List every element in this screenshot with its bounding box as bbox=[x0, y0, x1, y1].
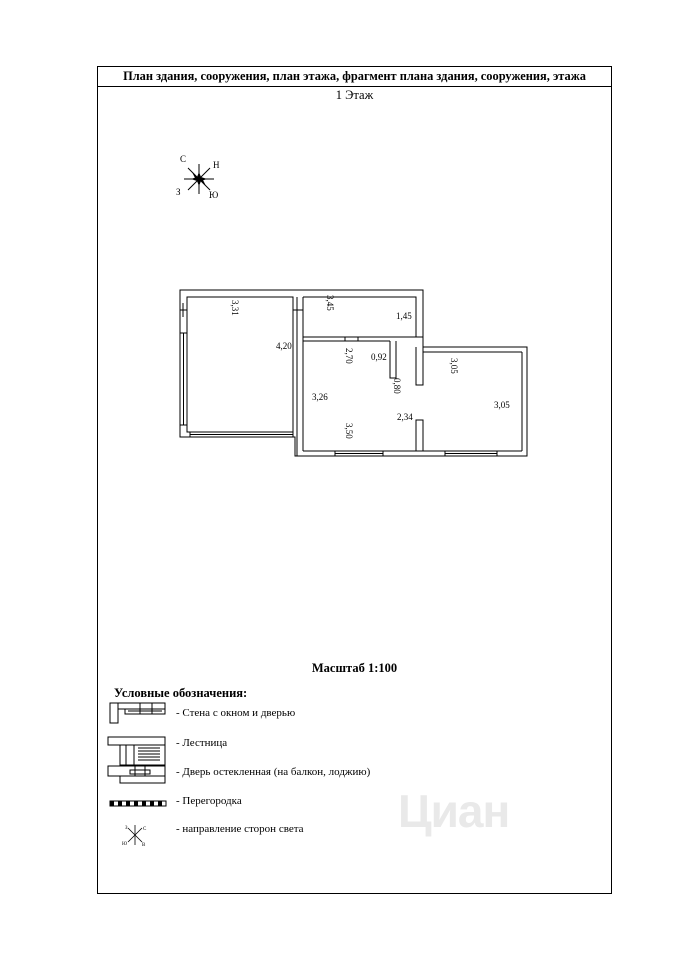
sheet-title: План здания, сооружения, план этажа, фрагмент плана здания, сооружения, этажа bbox=[98, 67, 611, 87]
dim-1-45: 1,45 bbox=[396, 311, 412, 321]
legend-partition-icon bbox=[110, 801, 166, 806]
legend-compass-label-z: З bbox=[125, 826, 128, 831]
windows bbox=[180, 333, 497, 456]
dim-3-31: 3,31 bbox=[230, 300, 240, 316]
legend-compass-icon bbox=[128, 825, 142, 845]
dim-2-34: 2,34 bbox=[397, 412, 413, 422]
dim-3-05-vertical: 3,05 bbox=[449, 358, 459, 374]
floor-label: 1 Этаж bbox=[335, 88, 374, 102]
dim-3-50: 3,50 bbox=[344, 423, 354, 439]
legend-item-partition: - Перегородка bbox=[176, 795, 242, 807]
dim-0-80: 0,80 bbox=[392, 378, 402, 394]
scale-label: Масштаб 1:100 bbox=[311, 661, 398, 675]
dim-3-26: 3,26 bbox=[312, 392, 328, 402]
legend-compass-label-c: С bbox=[143, 827, 147, 832]
legend-compass-label-v: В bbox=[142, 843, 146, 848]
legend-wall-window-door-icon bbox=[110, 703, 165, 723]
dim-3-05: 3,05 bbox=[494, 400, 510, 410]
legend-item-stairs: - Лестница bbox=[176, 737, 228, 749]
legend-compass-label-yu: Ю bbox=[122, 842, 128, 847]
watermark: Циан bbox=[398, 785, 510, 837]
dim-3-45: 3,45 bbox=[325, 295, 335, 311]
dim-4-20: 4,20 bbox=[276, 341, 292, 351]
dim-0-92: 0,92 bbox=[371, 352, 387, 362]
legend-glazed-door-icon bbox=[108, 766, 165, 783]
legend-item-wall-window-door: - Стена с окном и дверью bbox=[176, 707, 296, 719]
compass-label-n: С bbox=[180, 154, 187, 164]
legend-stairs-icon bbox=[108, 737, 165, 765]
legend-title: Условные обозначения: bbox=[114, 686, 248, 700]
compass-label-e: Н bbox=[213, 160, 220, 170]
legend-item-cardinal-directions: - направление сторон света bbox=[176, 823, 304, 835]
legend-item-glazed-door: - Дверь остекленная (на балкон, лоджию) bbox=[176, 766, 371, 778]
dim-2-70: 2,70 bbox=[344, 348, 354, 364]
compass-label-w: З bbox=[176, 187, 181, 197]
compass-label-s: Ю bbox=[209, 190, 219, 200]
